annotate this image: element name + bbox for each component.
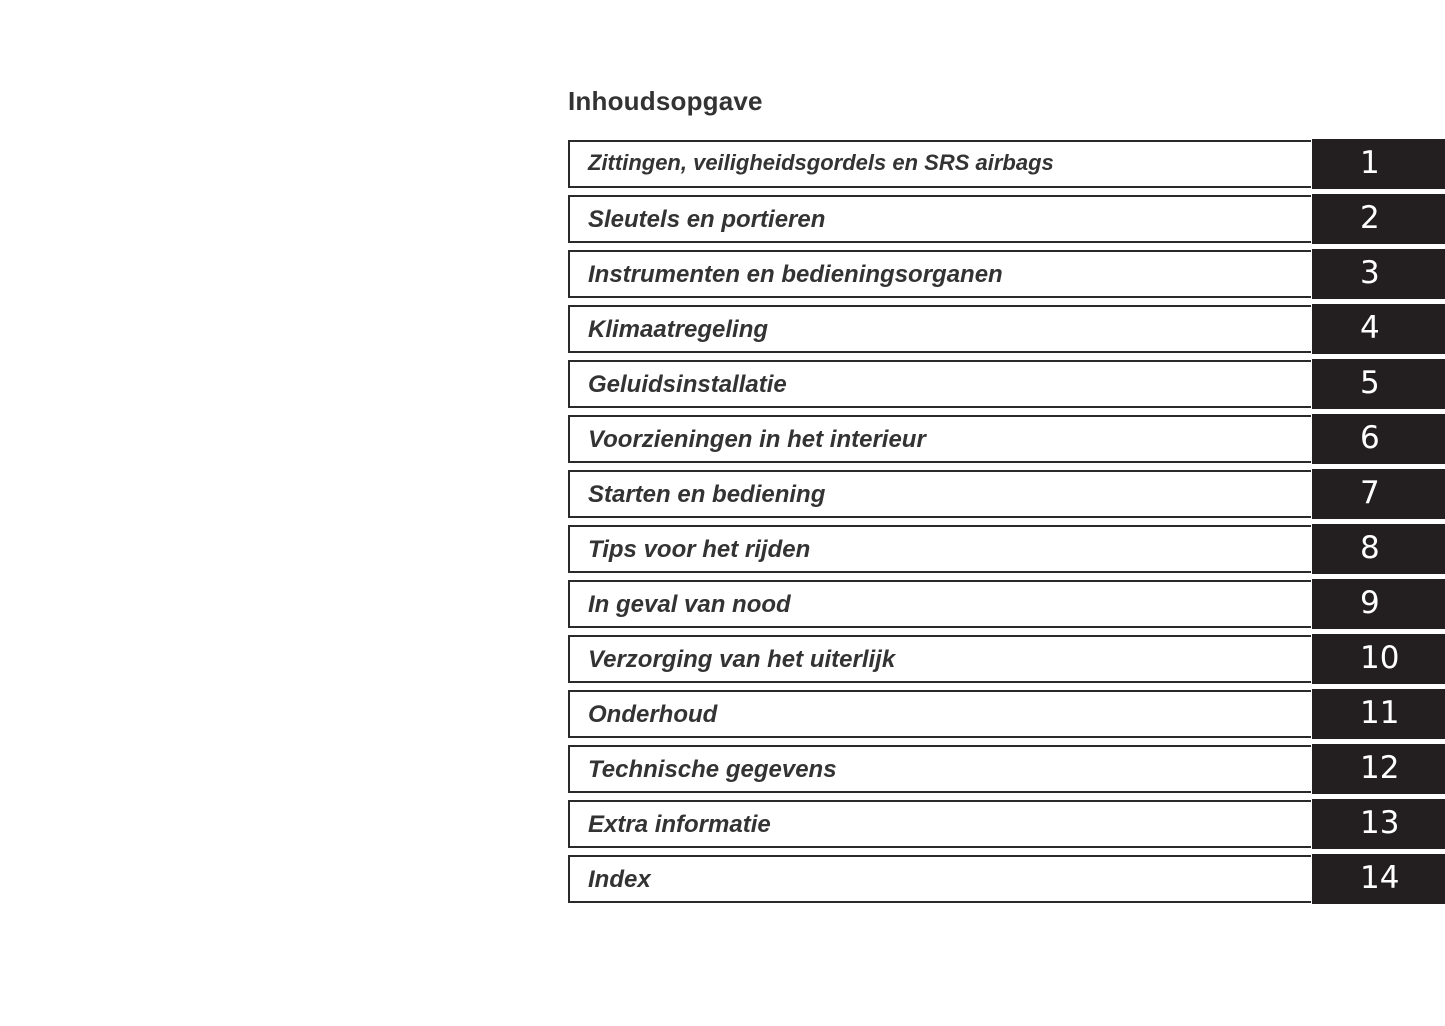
toc-entry-11[interactable]	[568, 689, 1445, 739]
chapter-number: 9	[1360, 585, 1380, 621]
chapter-tab[interactable]	[1312, 249, 1445, 299]
chapter-tab[interactable]	[1312, 744, 1445, 794]
chapter-tab[interactable]	[1312, 524, 1445, 574]
toc-entry-box	[568, 415, 1311, 463]
chapter-number: 8	[1360, 530, 1380, 566]
chapter-number: 10	[1360, 640, 1400, 676]
toc-entry-label: Index	[588, 866, 651, 893]
toc-entry-label: Geluidsinstallatie	[588, 371, 787, 398]
chapter-tab[interactable]	[1312, 359, 1445, 409]
chapter-number: 2	[1360, 200, 1380, 236]
toc-entry-9[interactable]	[568, 579, 1445, 629]
chapter-tab[interactable]	[1312, 689, 1445, 739]
chapter-tab[interactable]	[1312, 854, 1445, 904]
chapter-number: 13	[1360, 805, 1400, 841]
toc-entry-label: Tips voor het rijden	[588, 536, 811, 563]
toc-entry-label: Extra informatie	[588, 811, 771, 838]
table-of-contents	[568, 139, 1445, 909]
page-title: Inhoudsopgave	[568, 86, 763, 116]
toc-entry-12[interactable]	[568, 744, 1445, 794]
toc-entry-4[interactable]	[568, 304, 1445, 354]
chapter-number: 1	[1360, 145, 1380, 181]
toc-entry-label: Technische gegevens	[588, 756, 837, 783]
toc-entry-label: Zittingen, veiligheidsgordels en SRS airbags	[588, 150, 1054, 175]
toc-entry-box	[568, 580, 1311, 628]
chapter-tab[interactable]	[1312, 414, 1445, 464]
toc-entry-box	[568, 525, 1311, 573]
toc-entry-box	[568, 690, 1311, 738]
chapter-number: 11	[1360, 695, 1400, 731]
toc-entry-label: Voorzieningen in het interieur	[588, 426, 926, 453]
toc-entry-label: Onderhoud	[588, 701, 718, 728]
chapter-number: 4	[1360, 310, 1380, 346]
toc-entry-label: Instrumenten en bedieningsorganen	[588, 261, 1003, 288]
chapter-number: 3	[1360, 255, 1380, 291]
toc-entry-box	[568, 360, 1311, 408]
chapter-number: 14	[1360, 860, 1400, 896]
toc-entry-box	[568, 305, 1311, 353]
chapter-number: 5	[1360, 365, 1380, 401]
chapter-tab[interactable]	[1312, 139, 1445, 189]
toc-entry-3[interactable]	[568, 249, 1445, 299]
chapter-tab[interactable]	[1312, 304, 1445, 354]
toc-entry-box	[568, 470, 1311, 518]
toc-entry-box	[568, 745, 1311, 793]
chapter-tab[interactable]	[1312, 634, 1445, 684]
chapter-tab[interactable]	[1312, 799, 1445, 849]
toc-entry-box	[568, 140, 1311, 188]
toc-entry-label: Verzorging van het uiterlijk	[588, 646, 896, 673]
toc-entry-label: In geval van nood	[588, 591, 791, 618]
toc-entry-label: Klimaatregeling	[588, 316, 769, 343]
toc-entry-label: Starten en bediening	[588, 481, 826, 508]
chapter-tab[interactable]	[1312, 194, 1445, 244]
toc-entry-box	[568, 800, 1311, 848]
toc-entry-8[interactable]	[568, 524, 1445, 574]
chapter-tab[interactable]	[1312, 469, 1445, 519]
toc-entry-box	[568, 855, 1311, 903]
toc-entry-13[interactable]	[568, 799, 1445, 849]
toc-entry-label: Sleutels en portieren	[588, 206, 826, 233]
toc-entry-5[interactable]	[568, 359, 1445, 409]
chapter-number: 12	[1360, 750, 1400, 786]
toc-entry-box	[568, 195, 1311, 243]
toc-entry-7[interactable]	[568, 469, 1445, 519]
chapter-number: 6	[1360, 420, 1380, 456]
toc-entry-box	[568, 635, 1311, 683]
chapter-number: 7	[1360, 475, 1380, 511]
toc-entry-2[interactable]	[568, 194, 1445, 244]
toc-entry-14[interactable]	[568, 854, 1445, 904]
chapter-tab[interactable]	[1312, 579, 1445, 629]
toc-entry-10[interactable]	[568, 634, 1445, 684]
toc-entry-box	[568, 250, 1311, 298]
toc-entry-1[interactable]	[568, 139, 1445, 189]
toc-entry-6[interactable]	[568, 414, 1445, 464]
